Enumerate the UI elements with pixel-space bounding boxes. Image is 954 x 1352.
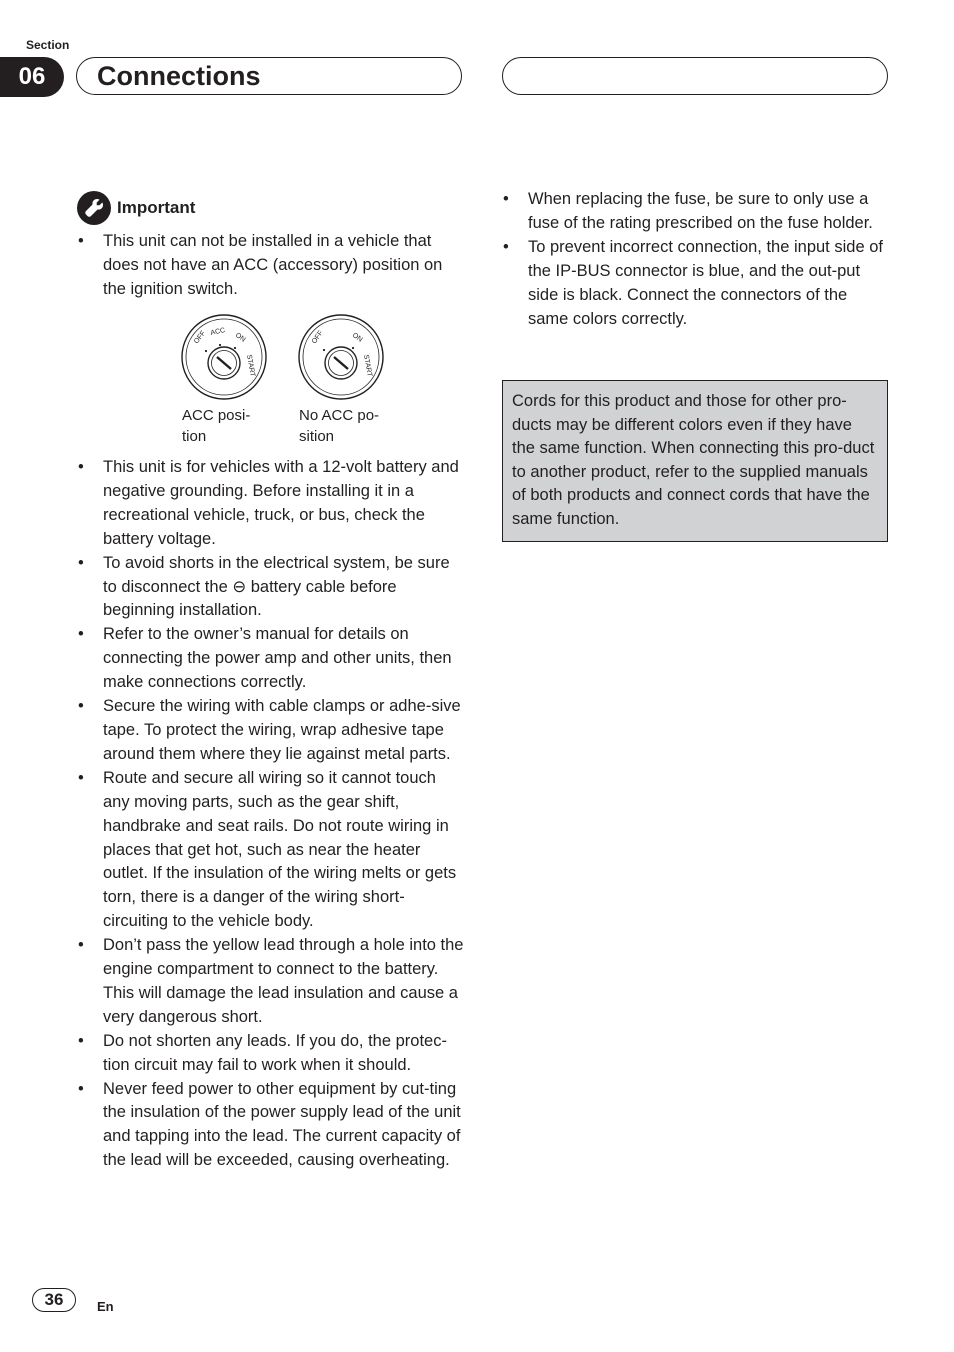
list-item: • This unit is for vehicles with a 12-volt battery and negative grounding. Before installing it in a recreational vehicle, truck, or bus, check the battery voltage. <box>78 456 466 552</box>
caption-line: sition <box>299 428 335 445</box>
section-label: Section <box>26 38 70 52</box>
list-item: • Route and secure all wiring so it cannot touch any moving parts, such as the gear shift, handbrake and seat rails. Do not route wiring in places that get hot, such as near the heater outlet. If the insulation of the wiring melts or gets torn, there is a danger of the wiring short-circuiting to the vehicle body. <box>78 767 466 934</box>
note-box <box>502 380 888 542</box>
blank-header-frame <box>502 57 888 95</box>
important-list-top <box>78 230 466 302</box>
title-frame <box>76 57 462 95</box>
list-item: • Never feed power to other equipment by cut-ting the insulation of the power supply lead of the unit and tapping into the lead. The current capacity of the lead will be exceeded, causing overheating. <box>78 1078 466 1174</box>
important-heading <box>77 191 195 225</box>
svg-text:ON: ON <box>233 331 247 344</box>
caption-line: ACC posi- <box>182 407 251 424</box>
svg-text:START: START <box>245 354 256 378</box>
svg-text:ON: ON <box>350 331 364 344</box>
svg-text:OFF: OFF <box>310 329 325 346</box>
list-item: • Secure the wiring with cable clamps or adhe-sive tape. To protect the wiring, wrap adhesive tape around them where they lie against metal parts. <box>78 695 466 767</box>
wrench-icon <box>77 191 111 225</box>
right-list <box>503 188 891 331</box>
list-item: • Refer to the owner’s manual for details on connecting the power amp and other units, then make connections correctly. <box>78 623 466 695</box>
language-label: En <box>97 1299 114 1314</box>
list-item: • When replacing the fuse, be sure to only use a fuse of the rating prescribed on the fuse holder. <box>503 188 891 236</box>
caption-line: No ACC po- <box>299 407 380 424</box>
no-acc-ignition-switch-figure <box>297 313 385 401</box>
page-title: Connections <box>97 61 261 91</box>
acc-figure-caption <box>182 405 250 447</box>
no-acc-figure-caption <box>299 405 379 447</box>
caption-line: tion <box>182 428 207 445</box>
page-number: 36 <box>32 1288 76 1312</box>
note-text: Cords for this product and those for other pro-ducts may be different colors even if they have the same function. When connecting this pro-duct to another product, refer to the supplied manuals of both products and connect cords that have the same function. <box>512 392 875 528</box>
list-item: • To prevent incorrect connection, the input side of the IP-BUS connector is blue, and the out-put side is black. Connect the connectors of the same colors correctly. <box>503 236 891 332</box>
list-item: • Do not shorten any leads. If you do, the protec-tion circuit may fail to work when it should. <box>78 1030 466 1078</box>
svg-text:OFF: OFF <box>193 329 208 346</box>
list-item: • This unit can not be installed in a vehicle that does not have an ACC (accessory) position on the ignition switch. <box>78 230 466 302</box>
acc-ignition-switch-figure <box>180 313 268 401</box>
svg-text:START: START <box>362 354 373 378</box>
important-list-bottom <box>78 456 466 1173</box>
svg-text:ACC: ACC <box>209 327 226 337</box>
list-item: • Don’t pass the yellow lead through a hole into the engine compartment to connect to the battery. This will damage the lead insulation and cause a very dangerous short. <box>78 934 466 1030</box>
section-number-badge: 06 <box>0 57 64 97</box>
list-item: • To avoid shorts in the electrical system, be sure to disconnect the ⊖ battery cable before beginning installation. <box>78 552 466 624</box>
important-label: Important <box>117 198 196 217</box>
